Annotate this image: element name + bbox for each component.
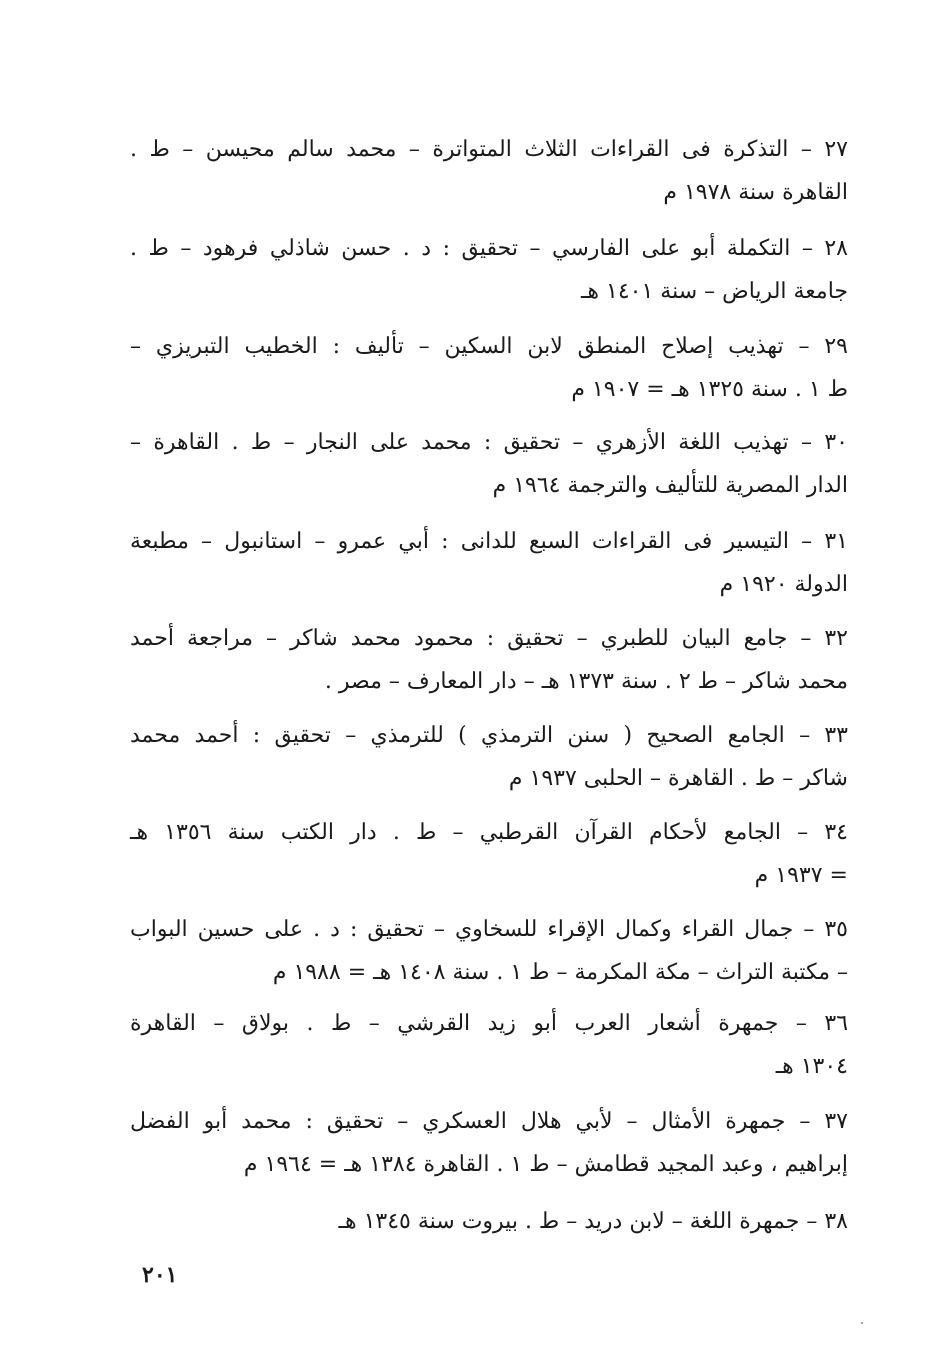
entry-line: ٢٨ – التكملة أبو على الفارسي – تحقيق : د . حسن شاذلي فرهود – ط . xyxy=(130,236,848,261)
entry-line: ٣٨ – جمهرة اللغة – لابن دريد – ط . بيروت سنة ١٣٤٥ هـ xyxy=(338,1209,848,1234)
entry-line: ٣٠ – تهذيب اللغة الأزهري – تحقيق : محمد على النجار – ط . القاهرة – xyxy=(130,430,848,455)
entry-line: ٢٧ – التذكرة فى القراءات الثلاث المتواترة – محمد سالم محيسن – ط . xyxy=(130,137,848,162)
bibliography-entry-34 xyxy=(130,811,848,897)
bibliography-entry-36 xyxy=(130,1002,848,1088)
entry-line: ٣١ – التيسير فى القراءات السبع للدانى : أبي عمرو – استانبول – مطبعة xyxy=(130,529,848,554)
entry-line: – مكتبة التراث – مكة المكرمة – ط ١ . سنة ١٤٠٨ هـ = ١٩٨٨ م xyxy=(272,960,848,985)
entry-line: ٣٢ – جامع البيان للطبري – تحقيق : محمود محمد شاكر – مراجعة أحمد xyxy=(130,626,848,651)
bibliography-entry-27 xyxy=(130,128,848,214)
entry-line: ٣٣ – الجامع الصحيح ( سنن الترمذي ) للترمذي – تحقيق : أحمد محمد xyxy=(130,723,848,748)
entry-line: = ١٩٣٧ م xyxy=(754,863,848,888)
bibliography-entry-33 xyxy=(130,714,848,800)
bibliography-entry-32 xyxy=(130,617,848,703)
entry-line: القاهرة سنة ١٩٧٨ م xyxy=(663,180,848,205)
entry-line: ٣٦ – جمهرة أشعار العرب أبو زيد القرشي – ط . بولاق – القاهرة xyxy=(130,1011,849,1036)
entry-line: ٣٥ – جمال القراء وكمال الإقراء للسخاوي – تحقيق : د . على حسين البواب xyxy=(130,917,848,942)
bibliography-entry-38 xyxy=(130,1200,848,1243)
bibliography-entry-37 xyxy=(130,1100,848,1186)
entry-line: جامعة الرياض – سنة ١٤٠١ هـ xyxy=(580,279,848,304)
entry-line: شاكر – ط . القاهرة – الحلبى ١٩٣٧ م xyxy=(508,766,848,791)
entry-line: ١٣٠٤ هـ xyxy=(775,1054,848,1079)
bibliography-entry-29 xyxy=(130,325,848,411)
page-number: ٢٠١ xyxy=(142,1262,178,1288)
entry-line: محمد شاكر – ط ٢ . سنة ١٣٧٣ هـ – دار المعارف – مصر . xyxy=(324,669,848,694)
bibliography-entry-31 xyxy=(130,520,848,606)
bibliography-entry-28 xyxy=(130,227,848,313)
bibliography-entry-35 xyxy=(130,908,848,994)
entry-line: الدولة ١٩٢٠ م xyxy=(719,572,848,597)
entry-line: إبراهيم ، وعبد المجيد قطامش – ط ١ . القاهرة ١٣٨٤ هـ = ١٩٦٤ م xyxy=(243,1152,848,1177)
entry-line: الدار المصرية للتأليف والترجمة ١٩٦٤ م xyxy=(492,473,848,498)
entry-line: ٣٤ – الجامع لأحكام القرآن القرطبي – ط . دار الكتب سنة ١٣٥٦ هـ xyxy=(130,820,848,845)
entry-line: ٣٧ – جمهرة الأمثال – لأبي هلال العسكري – تحقيق : محمد أبو الفضل xyxy=(130,1109,848,1134)
entry-line: ط ١ . سنة ١٣٢٥ هـ = ١٩٠٧ م xyxy=(571,377,848,402)
paper-speck xyxy=(861,1322,863,1324)
bibliography-entry-30 xyxy=(130,421,848,507)
entry-line: ٢٩ – تهذيب إصلاح المنطق لابن السكين – تأليف : الخطيب التبريزي – xyxy=(130,334,848,359)
